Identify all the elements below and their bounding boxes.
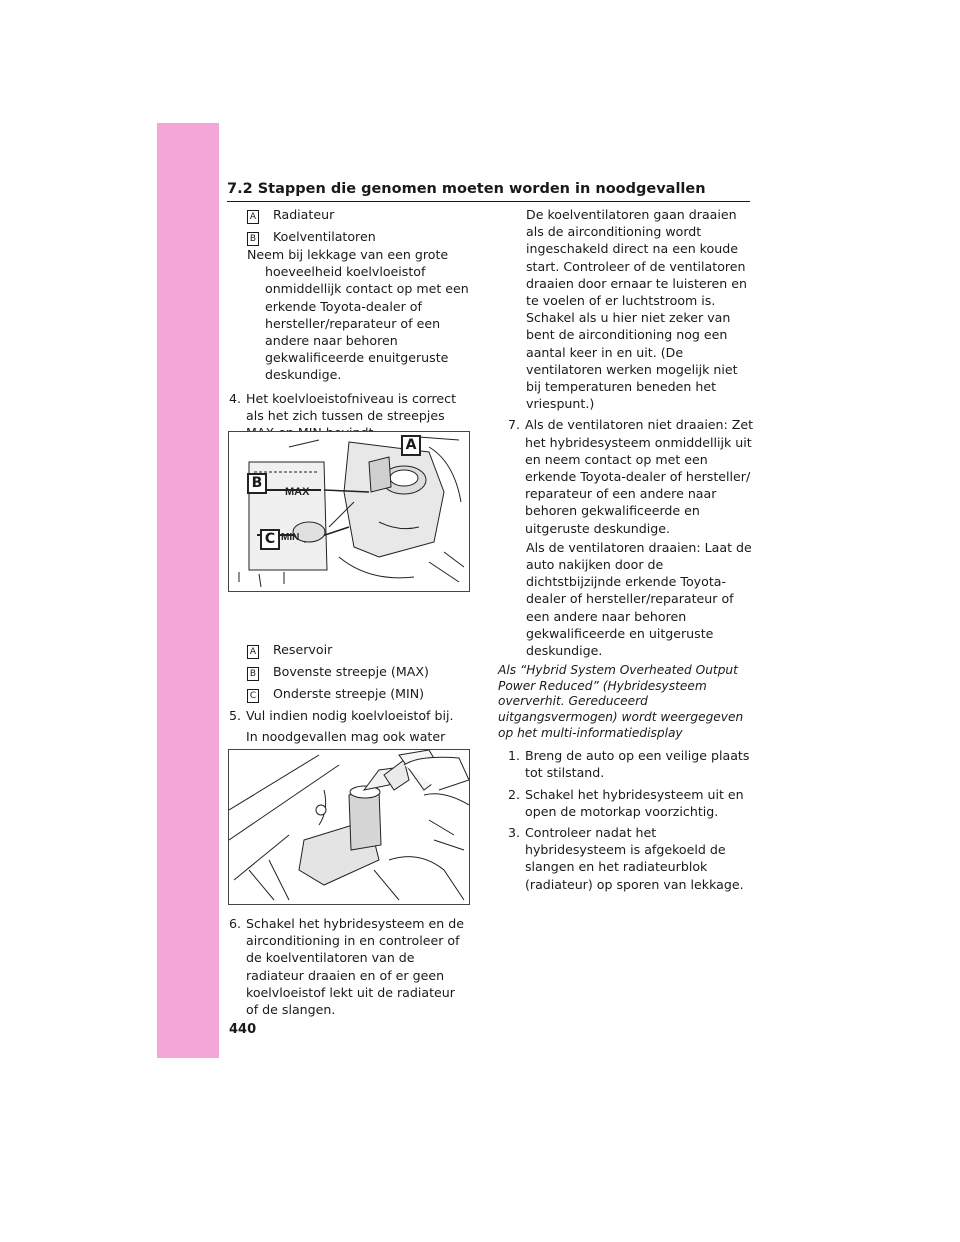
step-6: [229, 915, 469, 1018]
step-number: 3.: [508, 825, 521, 841]
key-badge: A: [247, 210, 259, 224]
step-text: Controleer nadat het hybridesysteem is afgekoeld de slangen en het radiateurblok (radiateur) op sporen van lekkage.: [525, 825, 744, 892]
key-label: Koelventilatoren: [273, 229, 376, 244]
key-item-a: [247, 206, 469, 224]
page-number: 440: [229, 1022, 257, 1037]
step-5-note: In noodgevallen mag ook water: [246, 729, 446, 745]
max-mark-label: MAX: [285, 486, 310, 498]
refill-figure: [228, 749, 470, 905]
key-item-reservoir: [247, 641, 469, 659]
step-number: 5.: [229, 708, 242, 724]
key-label: Reservoir: [273, 642, 333, 658]
key-badge: B: [247, 667, 259, 681]
overheat-heading: Als “Hybrid System Overheated Output Power Reduced” (Hybridesysteem oververhit. Gereduceerd uitgangsvermogen) wordt weergegeven op het multi-informatiedisplay: [498, 663, 744, 740]
chapter-tab-bar: [157, 123, 219, 1058]
leak-note: Neem bij lekkage van een grote hoeveelheid koelvloeistof onmiddellijk contact op met een erkende Toyota-dealer of hersteller/reparateur of een andere naar behoren gekwalificeerde enuitgeruste deskundige.: [247, 247, 469, 383]
step-5: [229, 707, 469, 724]
overheat-step-3: [508, 824, 754, 893]
fans-explanation: De koelventilatoren gaan draaien als de airconditioning wordt ingeschakeld direct na een koude start. Controleer of de ventilatoren draaien door ernaar te luisteren en te voelen of er luchtstroom is. Schakel als u hier niet zeker van bent de airconditioning nog een aantal keer in en uit. (De ventilatoren werken mogelijk niet bij temperaturen beneden het vriespunt.): [526, 207, 748, 412]
step-text: Breng de auto op een veilige plaats tot stilstand.: [525, 748, 750, 781]
right-column: [498, 206, 754, 897]
reservoir-illustration: [229, 432, 469, 591]
reservoir-figure: [228, 431, 470, 592]
refill-illustration: [229, 750, 469, 904]
step-number: 4.: [229, 390, 242, 406]
step-text: Schakel het hybridesysteem en de airconditioning in en controleer of de koelventilatoren van de radiateur draaien en of er geen koelvloeistof lekt uit de radiateur of de slangen.: [246, 916, 464, 1018]
key-label: Bovenste streepje (MAX): [273, 664, 429, 680]
step-number: 2.: [508, 786, 521, 802]
key-label: Radiateur: [273, 207, 335, 222]
step-text: Schakel het hybridesysteem uit en open de motorkap voorzichtig.: [525, 786, 744, 819]
step-7: [508, 416, 754, 536]
step-text: Vul indien nodig koelvloeistof bij.: [246, 708, 454, 724]
step-number: 1.: [508, 748, 521, 764]
key-item-max: [247, 663, 469, 681]
key-label: Onderste streepje (MIN): [273, 686, 425, 702]
step-text: Het koelvloeistofniveau is correct als het zich tussen de streepjes: [246, 390, 457, 423]
section-header: 7.2 Stappen die genomen moeten worden in noodgevallen: [227, 180, 750, 202]
step-number: 6.: [229, 916, 242, 931]
key-item-b: [247, 228, 469, 246]
step-text: Als de ventilatoren niet draaien: Zet het hybridesysteem onmiddellijk uit en neem contact op met een erkende Toyota-dealer of hersteller/ reparateur of een andere naar behoren gekwalificeerde en uitgeruste deskundige.: [525, 417, 754, 536]
key-badge: C: [247, 689, 259, 703]
step-6-block: [229, 915, 469, 1022]
key-badge: A: [247, 645, 259, 659]
step-7-note: Als de ventilatoren draaien: Laat de auto nakijken door de dichtstbijzijnde erkende Toyota-dealer of hersteller/reparateur of een andere naar behoren gekwalificeerde en uitgeruste deskundige.: [526, 539, 752, 659]
overheat-step-2: [508, 786, 754, 820]
overheat-step-1: [508, 747, 754, 781]
key-item-min: [247, 685, 469, 703]
step-number: 7.: [508, 417, 521, 433]
callout-a: A: [401, 435, 421, 456]
callout-b: B: [247, 473, 267, 494]
min-mark-label: MIN: [281, 532, 300, 543]
callout-c: C: [260, 529, 280, 550]
key-badge: B: [247, 232, 259, 246]
